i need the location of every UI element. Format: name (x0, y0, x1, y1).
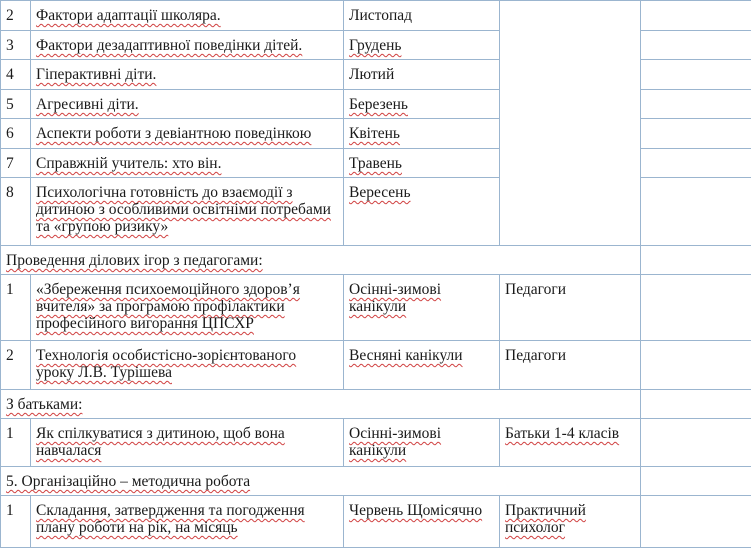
row-number: 3 (1, 31, 31, 60)
topic-cell: Справжній учитель: хто він. (31, 149, 344, 178)
row-number: 4 (1, 60, 31, 90)
row-number: 2 (1, 341, 31, 390)
section-row (1, 390, 751, 419)
section-title: 5. Організаційно – методична робота (1, 467, 641, 496)
notes-cell (641, 149, 751, 178)
section-title: Проведення ділових ігор з педагогами: (1, 246, 641, 275)
date-cell: Травень (344, 149, 500, 178)
date-cell: Осінні-зимові канікули (344, 275, 500, 341)
section-row (1, 467, 751, 496)
table-row (1, 1, 751, 31)
row-number: 8 (1, 178, 31, 246)
notes-cell (641, 390, 751, 419)
table-row (1, 341, 751, 390)
topic-cell: Аспекти роботи з девіантною поведінкою (31, 119, 344, 149)
date-cell: Квітень (344, 119, 500, 149)
notes-cell (641, 275, 751, 341)
topic-cell: Технологія особистісно-зорієнтованого уроку Л.В. Турішева (31, 341, 344, 390)
date-cell: Червень Щомісячно (344, 496, 500, 548)
date-cell: Весняні канікули (344, 341, 500, 390)
notes-cell (641, 496, 751, 548)
date-cell: Вересень (344, 178, 500, 246)
section-title: З батьками: (1, 390, 641, 419)
table-row (1, 496, 751, 548)
notes-cell (641, 60, 751, 90)
date-cell: Грудень (344, 31, 500, 60)
topic-cell: Фактори адаптації школяра. (31, 1, 344, 31)
row-number: 7 (1, 149, 31, 178)
notes-cell (641, 119, 751, 149)
table-row (1, 419, 751, 467)
date-cell: Березень (344, 90, 500, 119)
notes-cell (641, 246, 751, 275)
row-number: 1 (1, 419, 31, 467)
topic-cell: Фактори дезадаптивної поведінки дітей. (31, 31, 344, 60)
audience-cell-merged (500, 1, 641, 246)
notes-cell (641, 341, 751, 390)
audience-cell: Педагоги (500, 341, 641, 390)
notes-cell (641, 178, 751, 246)
audience-cell: Педагоги (500, 275, 641, 341)
topic-cell: Складання, затвердження та погодження плану роботи на рік, на місяць (31, 496, 344, 548)
section-row (1, 246, 751, 275)
date-cell: Осінні-зимові канікули (344, 419, 500, 467)
topic-cell: «Збереження психоемоційного здоров’я вчителя» за програмою профілактики професійного вигорання ЦПСХР (31, 275, 344, 341)
row-number: 2 (1, 1, 31, 31)
notes-cell (641, 31, 751, 60)
audience-cell: Практичний психолог (500, 496, 641, 548)
notes-cell (641, 1, 751, 31)
date-cell: Лютий (344, 60, 500, 90)
topic-cell: Як спілкуватися з дитиною, щоб вона навчалася (31, 419, 344, 467)
notes-cell (641, 419, 751, 467)
audience-cell: Батьки 1-4 класів (500, 419, 641, 467)
row-number: 1 (1, 275, 31, 341)
row-number: 5 (1, 90, 31, 119)
row-number: 1 (1, 496, 31, 548)
notes-cell (641, 467, 751, 496)
date-cell: Листопад (344, 1, 500, 31)
row-number: 6 (1, 119, 31, 149)
topic-cell: Психологічна готовність до взаємодії з дитиною з особливими освітніми потребами та «групою ризику» (31, 178, 344, 246)
topic-cell: Гіперактивні діти. (31, 60, 344, 90)
topic-cell: Агресивні діти. (31, 90, 344, 119)
notes-cell (641, 90, 751, 119)
table-row (1, 275, 751, 341)
